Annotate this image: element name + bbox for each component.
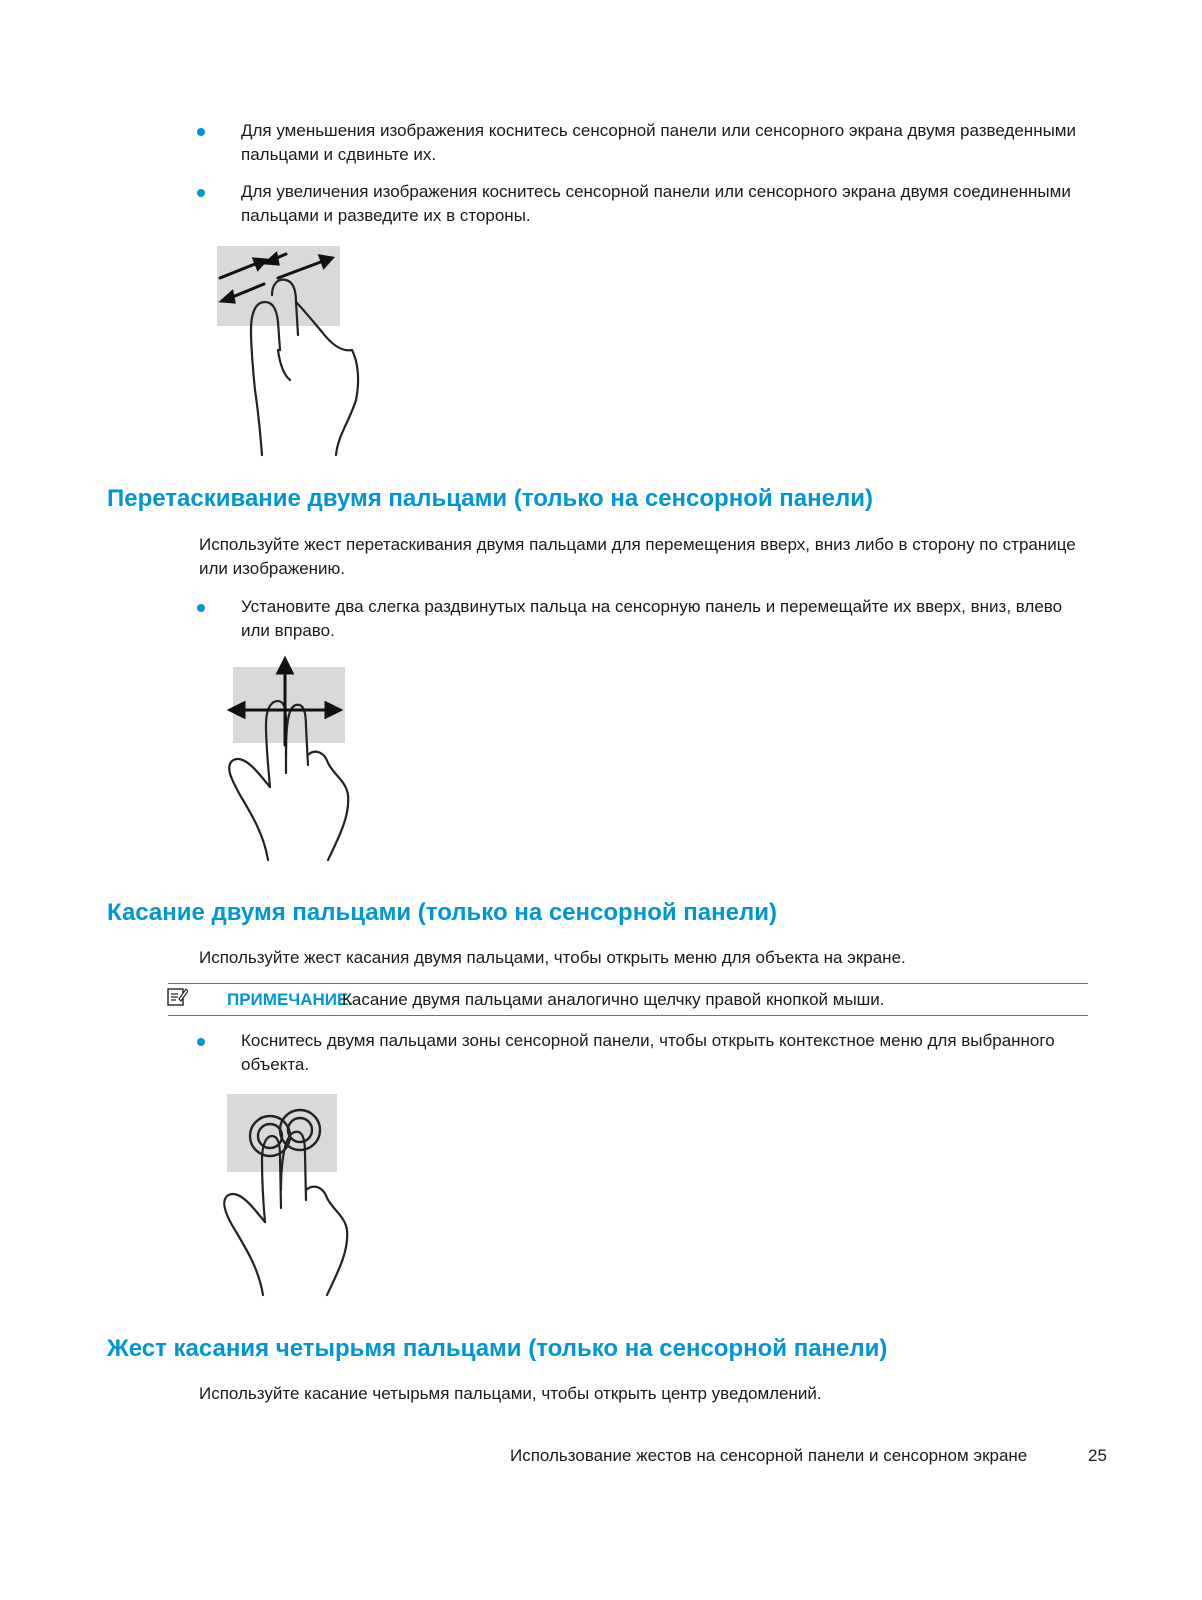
pinch-zoom-illustration	[210, 240, 370, 460]
arrow-up-icon	[278, 659, 292, 673]
section-paragraph: Используйте касание четырьмя пальцами, чтобы открыть центр уведомлений.	[199, 1384, 822, 1403]
bullet-text: Установите два слегка раздвинутых пальца на сенсорную панель и перемещайте их вверх, вниз, влево или вправо.	[241, 597, 1063, 640]
two-finger-drag-illustration	[218, 655, 368, 865]
section-heading: Жест касания четырьмя пальцами (только на сенсорной панели)	[107, 1335, 888, 1362]
note-text: Касание двумя пальцами аналогично щелчку правой кнопкой мыши.	[342, 990, 885, 1009]
bullet-icon	[197, 1038, 205, 1046]
bullet-icon	[197, 189, 205, 197]
footer-title: Использование жестов на сенсорной панели и сенсорном экране	[510, 1446, 1028, 1465]
section-paragraph: Используйте жест перетаскивания двумя пальцами для перемещения вверх, вниз либо в сторону по странице или изображению.	[199, 535, 1076, 578]
bullet-text: Коснитесь двумя пальцами зоны сенсорной панели, чтобы открыть контекстное меню для выбранного объекта.	[241, 1031, 1055, 1074]
bullet-text: Для увеличения изображения коснитесь сенсорной панели или сенсорного экрана двумя соединенными пальцами и разведите их в стороны.	[241, 182, 1071, 225]
page-number: 25	[1088, 1446, 1107, 1465]
bullet-icon	[197, 128, 205, 136]
section-heading: Касание двумя пальцами (только на сенсорной панели)	[107, 899, 777, 926]
section-paragraph: Используйте жест касания двумя пальцами, чтобы открыть меню для объекта на экране.	[199, 948, 906, 967]
note-box	[168, 983, 1088, 1016]
bullet-text: Для уменьшения изображения коснитесь сенсорной панели или сенсорного экрана двумя разведенными пальцами и сдвиньте их.	[241, 121, 1076, 164]
bullet-icon	[197, 604, 205, 612]
note-label: ПРИМЕЧАНИЕ.	[227, 990, 354, 1009]
section-heading: Перетаскивание двумя пальцами (только на сенсорной панели)	[107, 485, 873, 512]
arrow-left-icon	[230, 703, 244, 717]
note-pencil-icon	[166, 986, 188, 1008]
two-finger-tap-illustration	[215, 1090, 365, 1300]
